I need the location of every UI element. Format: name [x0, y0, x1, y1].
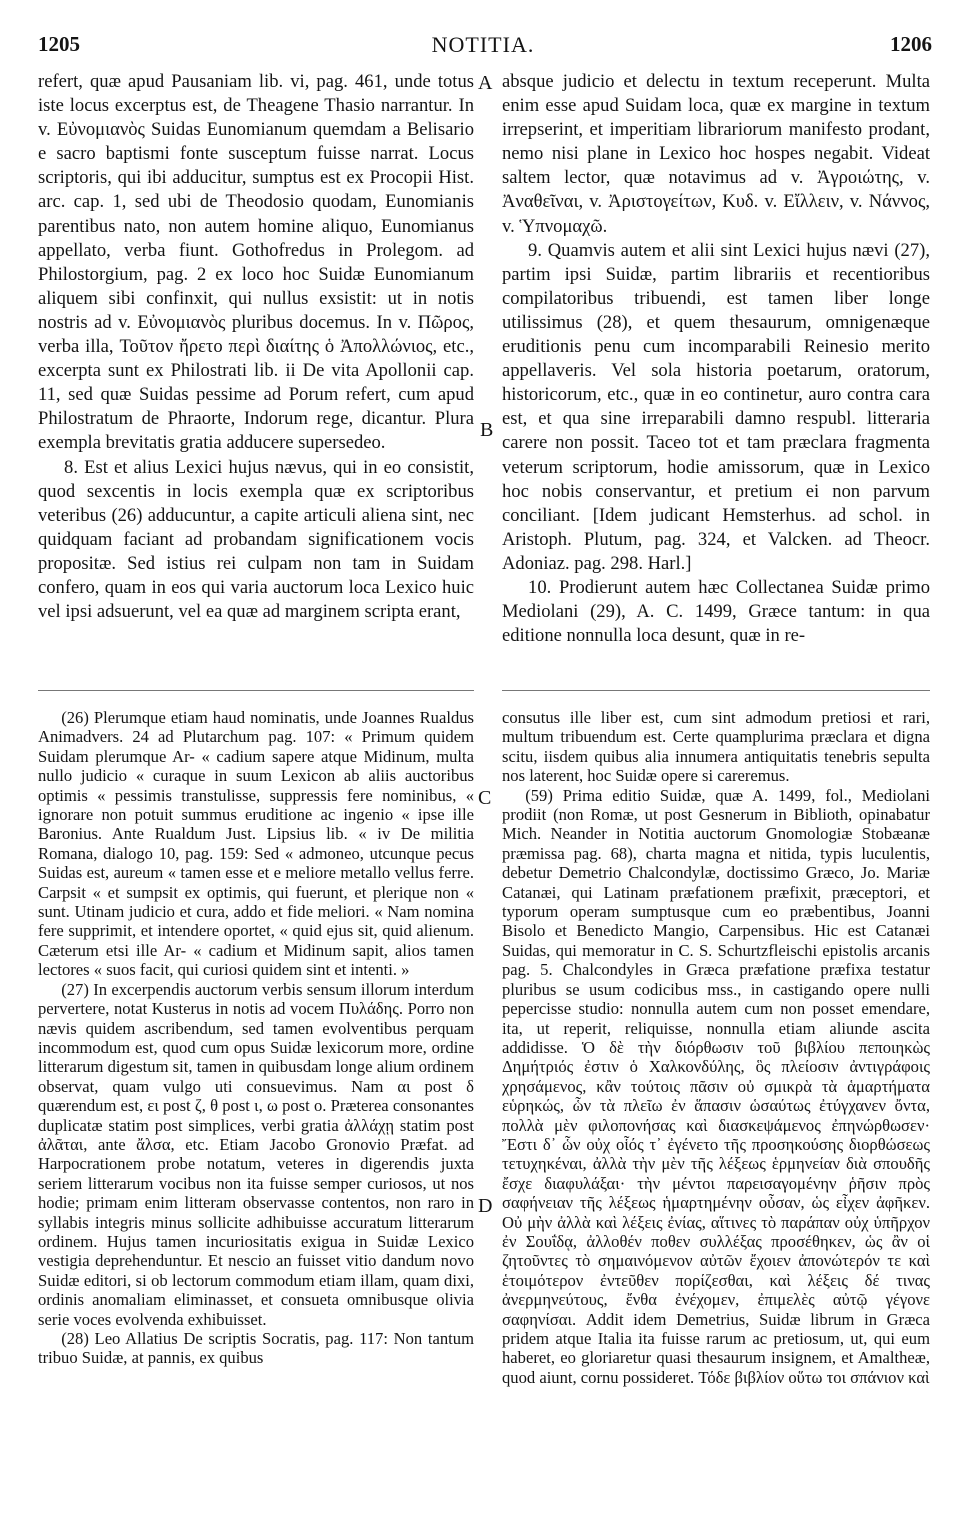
paragraph: 9. Quamvis autem et alii sint Lexici hujus nævi (27), partim ipsi Suidæ, partim librariis et recentioribus compilatoribus tribuendi, est tamen liber longe utilissimus (28), et quem thesaurum, omnigenæque eruditionis penu cum incomparabili Reinesio merito appellaveris. Vel sola historia poetarum, oratorum, historicorum, etc., quæ in eo continetur, auro contra cara est, et qua sine irreparabili damno respubl. litteraria carere non possit. Taceo tot et tam præclara fragmenta veterum scriptorum, hodie amissorum, quæ in Lexico hoc nobis conservantur, et pretium ei non parvum conciliant. [Idem judicant Hemsterhus. ad schol. in Aristoph. Plutum, pag. 324, et Valcken. ad Theocr. Adoniaz. pag. 298. Harl.]: [502, 239, 930, 574]
main-text-right-column: [502, 70, 930, 648]
footnote-rule-left: [38, 690, 474, 691]
footnote: (28) Leo Allatius De scriptis Socratis, pag. 117: Non tantum tribuo Suidæ, at pannis, ex quibus: [38, 1329, 474, 1368]
main-text-left-column: [38, 70, 474, 624]
paragraph: refert, quæ apud Pausaniam lib. vi, pag. 461, unde totus iste locus excerptus est, de Theagene Thasio narrantur. In v. Εὐνομιανὸς Suidas Eunomianum quemdam a Belisario e sacro baptismi fonte susceptum fuisse narrat. Locus scriptoris, qui ibi adducitur, sumptus est ex Procopii Hist. arc. cap. 1, sed ubi de Theodosio quodam, Eunomianis parentibus nato, non autem homine aliquo, Eunomianus appellato, verba fiunt. Gothofredus in Prolegom. ad Philostorgium, pag. 2 ex loco hoc Suidæ Eunomianum aliquem sibi confinxit, qui nullus exsistit: ut in notis nostris ad v. Εὐνομιανὸς pluribus docemus. In v. Πῶρος, verba illa, Τοῦτον ἤρετο περὶ διαίτης ὁ Ἀπολλώνιος, etc., excerpta sunt ex Philostrati lib. ii De vita Apollonii cap. 11, sed quæ Suidas pessime ad Porum refert, cum apud Philostratum de Phraorte, Indorum rege, dicantur. Plura exempla brevitatis gratia adducere supersedeo.: [38, 71, 474, 454]
page-number-left: 1205: [38, 32, 80, 56]
running-title: NOTITIA.: [431, 32, 535, 57]
margin-letter-b: B: [480, 419, 494, 441]
footnote: (27) In excerpendis auctorum verbis sensum illorum interdum pervertere, notat Kusterus in notis ad vocem Πυλάδης. Porro non nævis quidem ascribendum, sed tamen evolventibus perquam incommodum est, quod cum opus Suidæ lexicorum more, ordine litterarum digestum sit, tamen in quibusdam longe alium ordinem observat, quam vulgo uti consuevimus. Nam αι post δ quærendum est, ει post ζ, θ post ι, ω post ο. Præterea consonantes duplicatæ statim post simplices, verbi gratia ἀλλάχῃ statim post ἀλᾶται, ante ἄλσα, etc. Etiam Jacobo Gronovio Præfat. ad Harpocrationem probe notatum, veteres in digerendis juxta seriem litterarum vocibus non ita fuisse semper curiosos, ut nos hodie; primam enim litteram observasse contentos, non raro in syllabis integris minus sollicite adhibuisse accuratum litterarum ordinem. Hujus tamen incuriositatis exigua in Suidæ Lexico vestigia deprehenduntur. Et nescio an fuisset vitio dandum novo Suidæ editori, si ob lectorum commodum etiam illam, quam dixi, ordinis anomaliam eliminasset, et consueta omnibusque olivia serie voces evolvenda exhibuisset.: [38, 979, 474, 1329]
margin-letter-c: C: [478, 787, 492, 809]
paragraph: absque judicio et delectu in textum receperunt. Multa enim esse apud Suidam loca, quæ ex margine in textum irrepserint, et imperitiam librariorum manifesto prodant, nemo nisi plane in Lexico hoc hospes negabit. Videat saltem lector, quæ notavimus ad v. Ἀγροιώτης, v. Ἀναθεῖναι, v. Ἀριστογείτων, Κυδ. v. Εἴλλειν, v. Νάννος, v. Ὑπνομαχῶ.: [502, 71, 930, 237]
footnotes-left-column: [38, 708, 474, 1368]
page-number-right: 1206: [890, 32, 932, 56]
paragraph: 10. Prodierunt autem hæc Collectanea Suidæ primo Mediolani (29), A. C. 1499, Græce tantum: in qua editione nonnulla loca desunt, quæ in re-: [502, 576, 930, 647]
paragraph: 8. Est et alius Lexici hujus nævus, qui in eo consistit, quod sexcentis in locis exempla quæ ex scriptoribus veteribus (26) adducuntur, a capite articuli aliena sint, nec quidquam faciant ad probandam significationem vocis propositæ. Sed istius rei culpam non tam in Suidam confero, quam in eos qui varia auctorum loca Lexico huic vel ipsi adsuerunt, vel ea quæ ad marginem scripta erant,: [38, 456, 474, 623]
margin-letter-a: A: [478, 72, 493, 94]
footnote: (26) Plerumque etiam haud nominatis, unde Joannes Rualdus Animadvers. 24 ad Plutarchum pag. 107: « Primum quidem Suidam plerumque Ar- « cadium sapere atque Midinum, multa nullo judicio « curaque in suum Lexicon ab aliis auctoribus optimis « pessimis transtulisse, suppressis fere nominibus, « ignorare non potuit summus eruditione ac ingenio « ipse ille Baronius. Ante Rualdum Just. Lipsius lib. « iv De militia Romana, dialogo 10, pag. 159: Sed « admoneo, utcunque pecus Suidas est, aureum « tamen esse et e meliore metallo vellus ferre. Carpsit « et sumpsit ex optimis, qui fuerunt, et plerique non « sunt. Utinam judicio et cura, addo et fide meliori. « Nam nomina fere supprimit, et intendere oportet, « quid ejus sit, quid alienum. Cæterum etsi ille Ar- « cadium et Midinum sapit, alios tamen lectores « suos facit, qui curiosi quidem sint et intenti. »: [38, 708, 474, 980]
footnote: (59) Prima editio Suidæ, quæ A. 1499, fol., Mediolani prodiit (non Romæ, ut post Gesnerum in Biblioth, opinabatur Mich. Neander in Notitia auctorum Gnomologiæ Stobæanæ præmissa pag. 68), charta magna et nitida, typis luculentis, debetur Demetrio Chalcondylæ, doctissimo Græco, Jo. Mariæ Catanæi, qui Latinam præfationem præfixit, præceptori, et typorum operam sumptusque cum eo præbentibus, Joanni Bisolo et Benedicto Mangio, Carpensibus. Hic est Catanæi Suidas, qui memoratur in C. S. Schurtzfleischi epistolis arcanis pag. 5. Chalcondyles in Græca præfatione præfixa testatur pluribus se usum codicibus mss., in castigando opere nulli pepercisse studio: nonnulla autem cum non posset emendare, ita, ut reperit, reliquisse, nonnulla etiam aliunde ascita addidisse. Ὁ δὲ τὴν διόρθωσιν τοῦ βιβλίου πεποιηκὼς Δημήτριός ἐστιν ὁ Χαλκονδύλης, ὃς πλείοσιν ἀντιγράφοις χρησάμενος, κἂν τούτοις πᾶσιν οὐ σμικρὰ τὰ ἁμαρτήματα εὑρηκώς, ὧν τὰ πλεῖω ἐν ἅπασιν ὡσαύτως ἐτύγχανεν ὄντα, πολλὰ μὲν φιλοπονήσας καὶ διασκεψάμενος ἐπηνώρθωσεν· Ἔστι δ᾽ ὧν οὐχ οἷός τ᾽ ἐγένετο τῆς προσηκούσης διορθώσεως τετυχηκέναι, ἀλλὰ τὴν μὲν τῆς λέξεως ἑρμηνείαν διὰ σπουδῆς ἔσχε διαφυλάξαι· τὴν μέντοι παρεισαγομένην ῥῆσιν πρὸς σαφήνειαν τῆς λέξεως ἡμαρτημένην οὖσαν, ὡς εἶχεν ἀφῆκεν. Οὐ μὴν ἀλλὰ καὶ λέξεις ἐνίας, αἵτινες τὸ παράπαν οὐχ ὑπῆρχον ἐν Σουΐδᾳ, ἀλλοθέν ποθεν συλλέξας προσέθηκεν, ὡς ἂν οἱ ζητοῦντες τὸ σημαινόμενον αὐτῶν ἔχοιεν ἀπονώτερόν τε καὶ ἑτοιμότερον ἐντεῦθεν πορίζεσθαι, καὶ λέξεις δέ τινας ἀνερμηνεύτους, ἔνθα ἐνέχομεν, ἐπιμελὲς αὐτῷ γέγονε σαφηνίσαι. Addit idem Demetrius, Suidæ librum in Græca pridem atque Italia ita fuisse rarum ac pretiosum, ut, qui eum haberet, eo gloriaretur quasi thesaurum insignem, et Amaltheæ, quod aiunt, cornu possideret. Τόδε βιβλίον οὕτω τοι σπάνιον καὶ: [502, 785, 930, 1387]
footnote: consutus ille liber est, cum sint admodum pretiosi et rari, multum tribuendum est. Certe quamplurima præclara et digna scitu, iisdem quibus alia innumera antiquitatis tenebris sepulta nos laterent, hoc Suidæ opere si careremus.: [502, 708, 930, 786]
margin-letter-d: D: [478, 1195, 493, 1217]
footnote-rule-right: [502, 690, 930, 691]
footnotes-right-column: [502, 708, 930, 1387]
